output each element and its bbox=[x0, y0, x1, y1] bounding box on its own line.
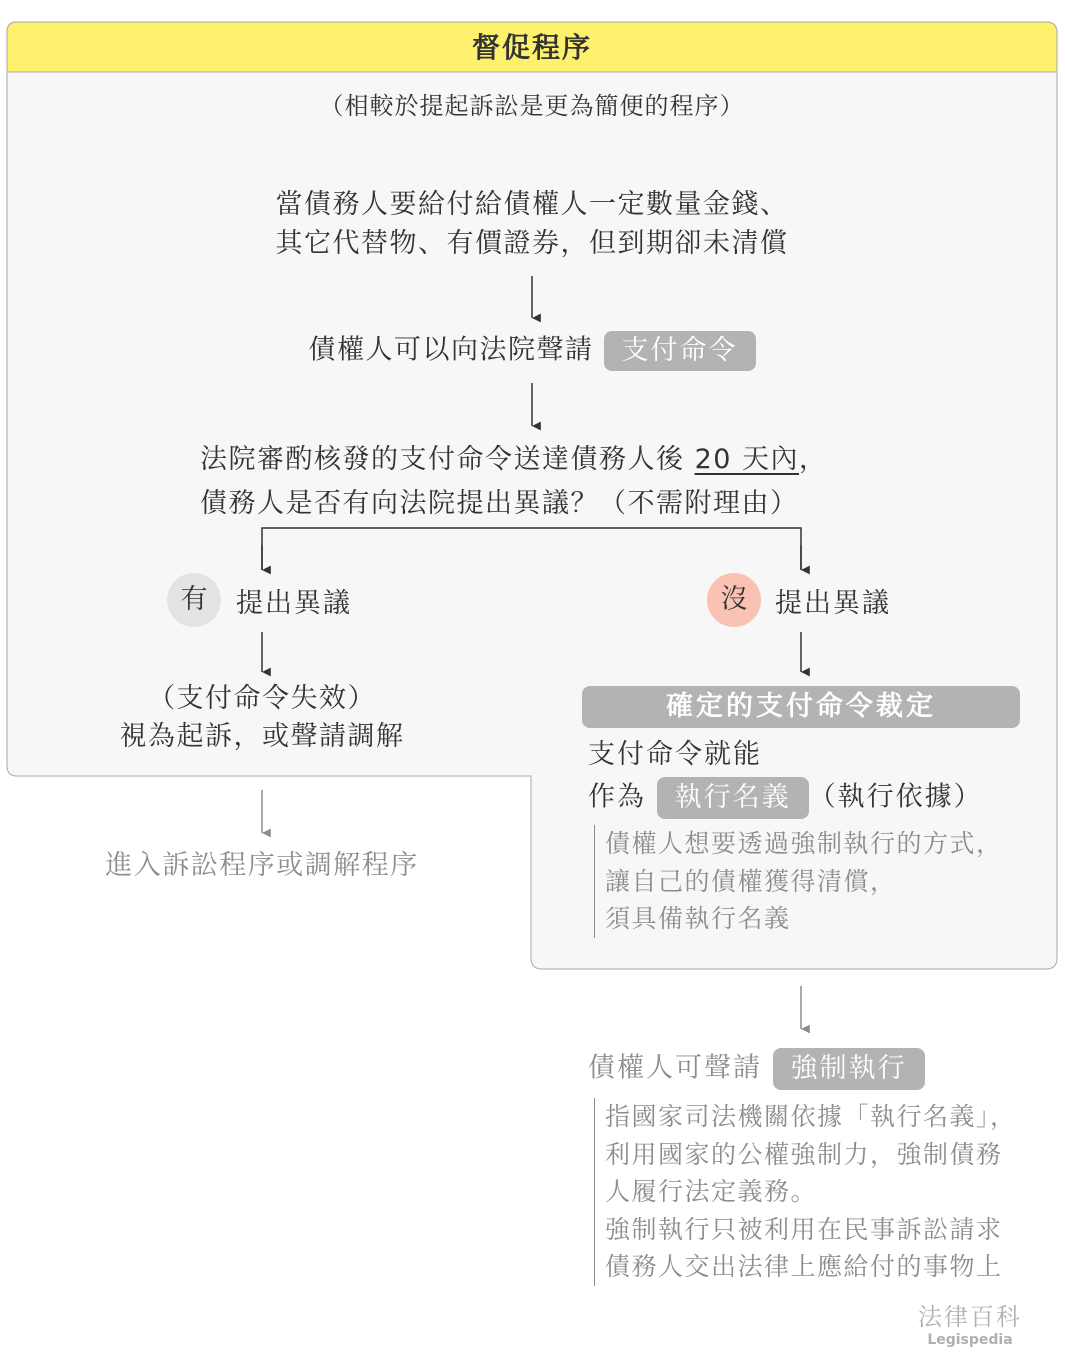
apply-step bbox=[7, 330, 1057, 371]
note-line: 利用國家的公權強制力，強制債務 bbox=[605, 1139, 1003, 1169]
note-line: 須具備執行名義 bbox=[605, 904, 791, 933]
note-line: 指國家司法機關依據「執行名義」， bbox=[605, 1102, 1017, 1131]
intro-text bbox=[7, 185, 1057, 263]
page-title: 督促程序 bbox=[471, 31, 592, 64]
deadline-highlight: 20 天內 bbox=[694, 444, 800, 475]
question-line-2: 債務人是否有向法院提出異議？（不需附理由） bbox=[200, 488, 799, 519]
question-text-after: ， bbox=[799, 444, 828, 475]
yes-badge: 有 bbox=[167, 573, 221, 627]
yes-result-line-2: 視為起訴，或聲請調解 bbox=[119, 721, 405, 752]
question-text-before: 法院審酌核發的支付命令送達債務人後 bbox=[200, 444, 685, 475]
note-line: 讓自己的債權獲得清償， bbox=[605, 866, 897, 896]
question-line-1 bbox=[200, 438, 900, 482]
brand-name-cn: 法律百科 bbox=[918, 1303, 1022, 1331]
no-label: 提出異議 bbox=[775, 588, 891, 619]
page-subtitle: （相較於提起訴訟是更為簡便的程序） bbox=[319, 92, 745, 120]
note-line: 強制執行只被利用在民事訴訟請求 bbox=[605, 1214, 1003, 1244]
objection-question bbox=[200, 438, 900, 526]
enforcement-step bbox=[588, 1047, 925, 1090]
compulsory-enforcement-pill: 強制執行 bbox=[773, 1048, 925, 1090]
enforcement-title-note bbox=[594, 825, 1003, 938]
enforcement-title-pill: 執行名義 bbox=[657, 777, 809, 819]
intro-line-2: 其它代替物、有價證券，但到期卻未清償 bbox=[275, 228, 789, 259]
yes-result bbox=[60, 680, 464, 756]
note-line: 人履行法定義務。 bbox=[605, 1177, 818, 1206]
brand-logo bbox=[900, 1302, 1040, 1348]
payment-order-pill: 支付命令 bbox=[604, 331, 756, 371]
no-result-line-1: 支付命令就能 bbox=[588, 739, 762, 770]
note-line: 債權人想要透過強制執行的方式， bbox=[605, 829, 1003, 858]
no-badge: 沒 bbox=[707, 573, 761, 627]
yes-next-step: 進入訴訟程序或調解程序 bbox=[105, 850, 419, 881]
note-line: 債務人交出法律上應給付的事物上 bbox=[605, 1252, 1003, 1281]
enforcement-text: 債權人可聲請 bbox=[588, 1052, 762, 1084]
no-result-before: 作為 bbox=[588, 781, 646, 813]
yes-result-line-1: （支付命令失效） bbox=[148, 683, 376, 714]
no-result-after: （執行依據） bbox=[808, 781, 983, 813]
no-result-line-2 bbox=[588, 776, 983, 819]
enforcement-note bbox=[594, 1098, 1017, 1286]
brand-name-en: Legispedia bbox=[927, 1332, 1013, 1348]
arrow-question-split bbox=[262, 528, 801, 570]
final-order-decision: 確定的支付命令裁定 bbox=[582, 686, 1020, 728]
intro-line-1: 當債務人要給付給債權人一定數量金錢、 bbox=[275, 189, 789, 220]
yes-label: 提出異議 bbox=[236, 588, 352, 619]
apply-text: 債權人可以向法院聲請 bbox=[308, 334, 594, 366]
